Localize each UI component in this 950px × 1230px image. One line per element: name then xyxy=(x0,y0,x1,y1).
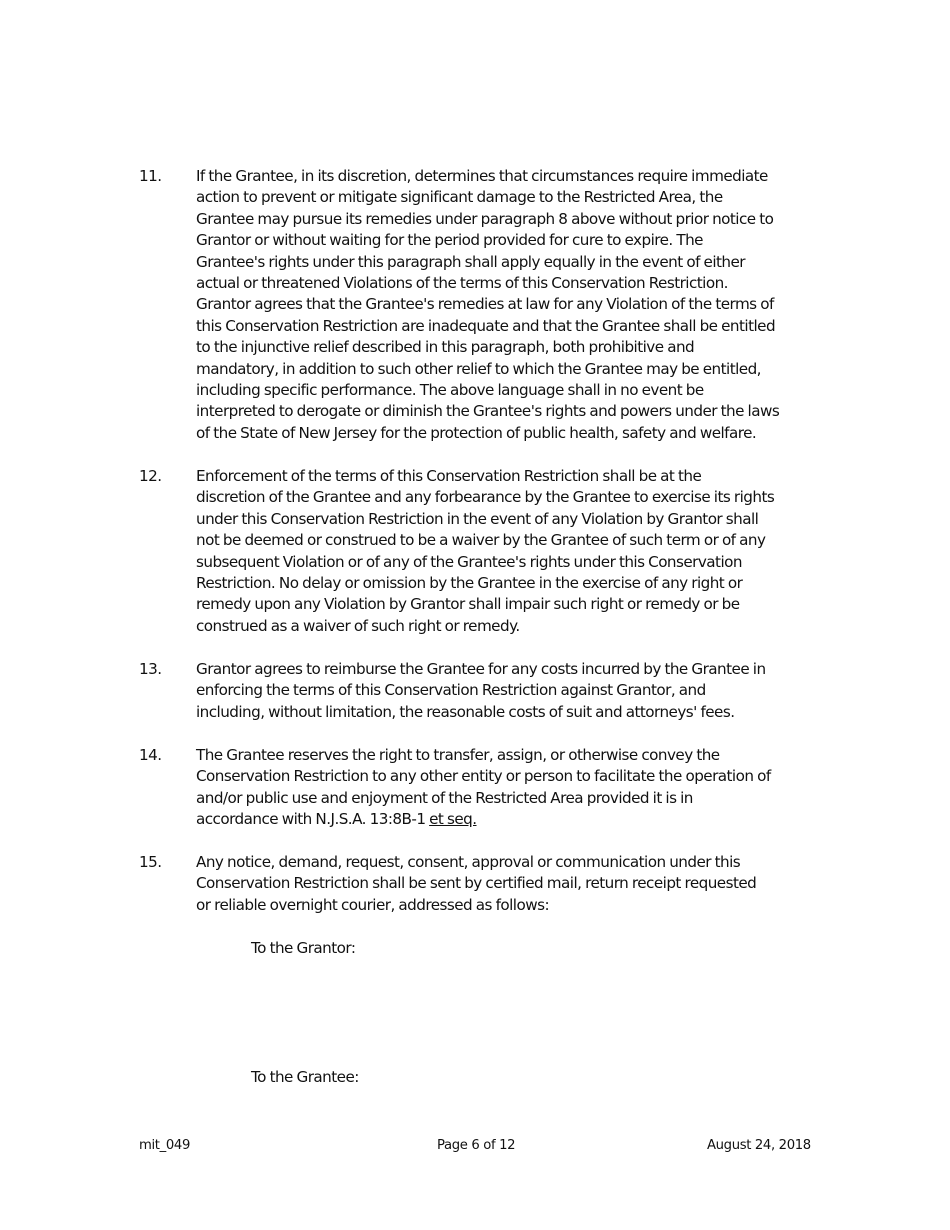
text-line: Any notice, demand, request, consent, approval or communication under this xyxy=(196,853,741,871)
text-line: actual or threatened Violations of the terms of this Conservation Restriction. xyxy=(196,273,728,292)
paragraph-number: 13. xyxy=(139,660,162,678)
text-line: Conservation Restriction to any other entity or person to facilitate the operation of xyxy=(196,767,771,786)
text-line: Grantor or without waiting for the period provided for cure to expire. The xyxy=(196,231,703,250)
paragraph-number: 14. xyxy=(139,746,162,764)
text-line: Enforcement of the terms of this Conservation Restriction shall be at the xyxy=(196,467,702,485)
text-line: of the State of New Jersey for the protection of public health, safety and welfare. xyxy=(196,423,757,442)
paragraph-text xyxy=(196,466,819,637)
text-line: Grantor agrees that the Grantee's remedies at law for any Violation of the terms of xyxy=(196,295,774,314)
text-line: Grantee's rights under this paragraph shall apply equally in the event of either xyxy=(196,252,745,271)
text-line: including, without limitation, the reasonable costs of suit and attorneys' fees. xyxy=(196,702,735,721)
text-line: mandatory, in addition to such other relief to which the Grantee may be entitled, xyxy=(196,359,761,378)
footer-page-number: Page 6 of 12 xyxy=(437,1138,516,1153)
text-line: to the injunctive relief described in this paragraph, both prohibitive and xyxy=(196,338,695,357)
text-line: this Conservation Restriction are inadequate and that the Grantee shall be entitled xyxy=(196,316,776,335)
paragraph-13 xyxy=(139,659,819,723)
paragraph-15 xyxy=(139,852,819,916)
et-seq-citation: et seq. xyxy=(429,810,477,829)
text-line: action to prevent or mitigate significant damage to the Restricted Area, the xyxy=(196,188,723,207)
text-line: Conservation Restriction shall be sent by certified mail, return receipt requested xyxy=(196,874,757,893)
text-line: interpreted to derogate or diminish the Grantee's rights and powers under the laws xyxy=(196,402,780,421)
paragraph-number: 11. xyxy=(139,167,162,185)
paragraph-14 xyxy=(139,745,819,831)
text-line: not be deemed or construed to be a waiver by the Grantee of such term or of any xyxy=(196,531,766,550)
paragraph-11 xyxy=(139,166,819,444)
footer-date: August 24, 2018 xyxy=(707,1138,811,1153)
text-line: Restriction. No delay or omission by the Grantee in the exercise of any right or xyxy=(196,573,743,592)
text-line: subsequent Violation or of any of the Grantee's rights under this Conservation xyxy=(196,552,742,571)
text-line: enforcing the terms of this Conservation Restriction against Grantor, and xyxy=(196,681,706,700)
text-line xyxy=(196,809,819,830)
paragraph-text xyxy=(196,659,819,723)
paragraph-number: 12. xyxy=(139,467,162,485)
text-line: or reliable overnight courier, addressed as follows: xyxy=(196,895,550,914)
text-line: Grantee may pursue its remedies under paragraph 8 above without prior notice to xyxy=(196,209,774,228)
grantor-address-label: To the Grantor: xyxy=(251,939,356,957)
statute-citation: accordance with N.J.S.A. 13:8B-1 xyxy=(196,810,430,829)
grantee-address-label: To the Grantee: xyxy=(251,1068,359,1086)
text-line: Grantor agrees to reimburse the Grantee for any costs incurred by the Grantee in xyxy=(196,660,766,678)
text-line: under this Conservation Restriction in the event of any Violation by Grantor shall xyxy=(196,509,759,528)
text-line: and/or public use and enjoyment of the Restricted Area provided it is in xyxy=(196,788,693,807)
paragraph-text xyxy=(196,745,819,831)
footer-document-id: mit_049 xyxy=(139,1138,190,1153)
text-line: If the Grantee, in its discretion, determines that circumstances require immediate xyxy=(196,167,768,185)
text-line: The Grantee reserves the right to transfer, assign, or otherwise convey the xyxy=(196,746,720,764)
paragraph-text xyxy=(196,852,819,916)
text-line: remedy upon any Violation by Grantor shall impair such right or remedy or be xyxy=(196,595,740,614)
paragraph-number: 15. xyxy=(139,853,162,871)
paragraph-text xyxy=(196,166,819,444)
paragraph-12 xyxy=(139,466,819,637)
text-line: including specific performance. The above language shall in no event be xyxy=(196,380,704,399)
text-line: discretion of the Grantee and any forbearance by the Grantee to exercise its rights xyxy=(196,488,775,507)
text-line: construed as a waiver of such right or remedy. xyxy=(196,616,520,635)
